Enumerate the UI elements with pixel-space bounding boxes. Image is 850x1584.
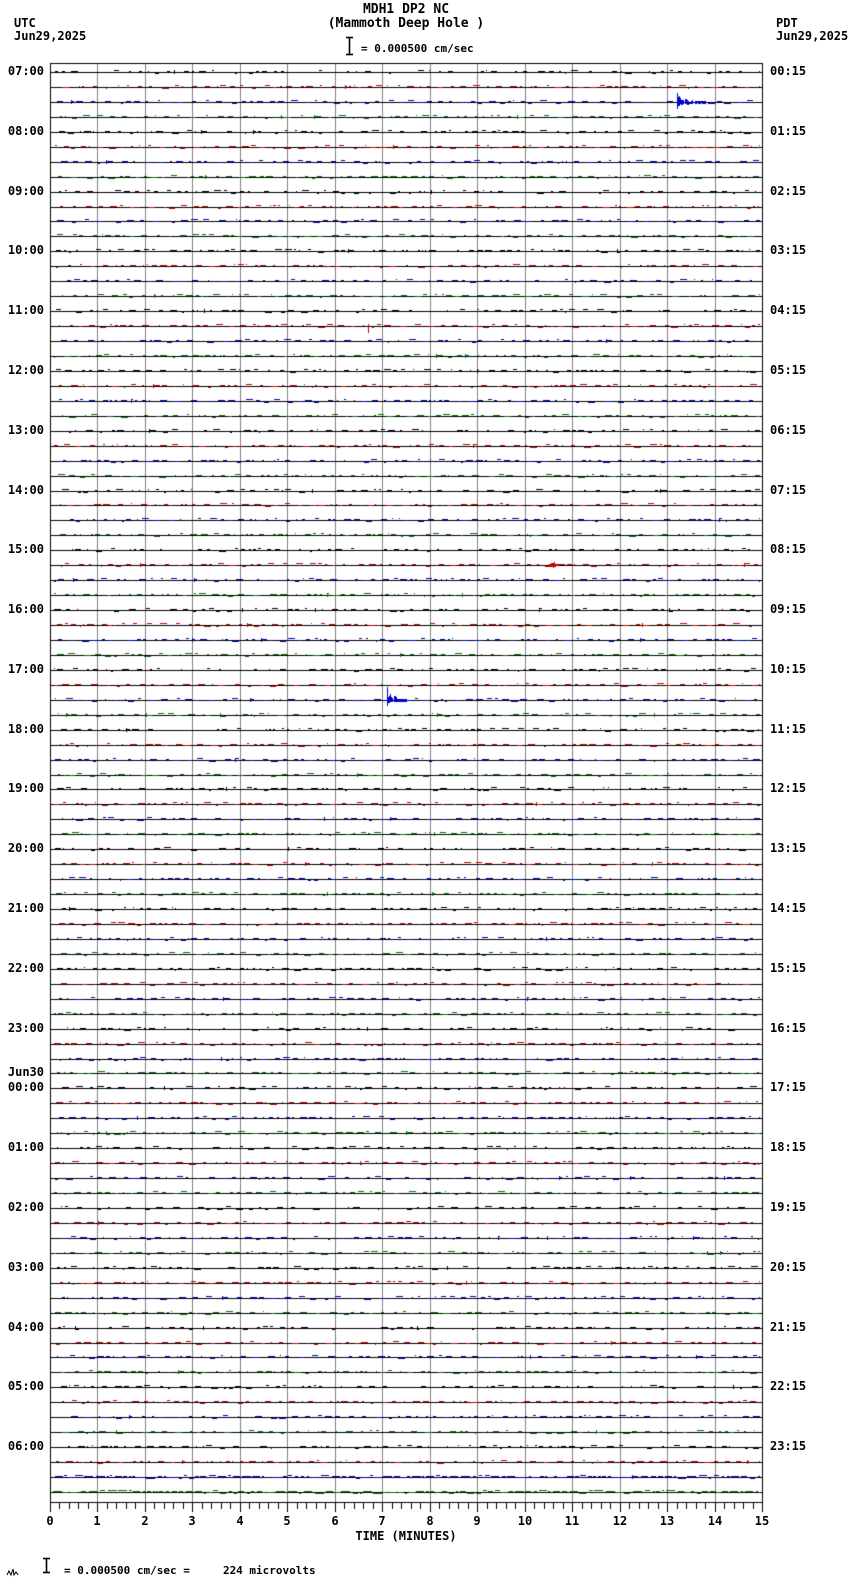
local-hour-label: 00:15 — [770, 64, 807, 78]
utc-hour-label: 21:00 — [7, 901, 44, 915]
footer-scale-bar-icon — [42, 1557, 51, 1578]
scale-value-label: = 0.000500 cm/sec — [361, 42, 474, 55]
utc-hour-label: 09:00 — [7, 184, 44, 198]
local-hour-label: 21:15 — [770, 1320, 807, 1334]
x-axis-tick-label: 4 — [236, 1514, 244, 1528]
local-hour-label: 05:15 — [770, 363, 807, 377]
utc-hour-label: 10:00 — [7, 243, 44, 257]
x-axis-tick-label: 3 — [188, 1514, 196, 1528]
local-hour-label: 19:15 — [770, 1200, 807, 1214]
utc-hour-label: 02:00 — [7, 1200, 44, 1214]
local-hour-label: 23:15 — [770, 1439, 807, 1453]
local-hour-label: 15:15 — [770, 961, 807, 975]
utc-hour-label: 07:00 — [7, 64, 44, 78]
footer-scale-note: = 0.000500 cm/sec = 224 microvolts — [64, 1564, 316, 1577]
local-hour-label: 02:15 — [770, 184, 807, 198]
utc-hour-label: 04:00 — [7, 1320, 44, 1334]
utc-hour-label: 06:00 — [7, 1439, 44, 1453]
x-axis-tick-label: 11 — [564, 1514, 580, 1528]
utc-hour-label: 19:00 — [7, 781, 44, 795]
utc-timezone-label: UTC — [14, 16, 36, 30]
utc-hour-label: 18:00 — [7, 722, 44, 736]
utc-hour-label: 16:00 — [7, 602, 44, 616]
x-axis-tick-label: 6 — [331, 1514, 339, 1528]
local-hour-label: 11:15 — [770, 722, 807, 736]
station-title: MDH1 DP2 NC — [362, 2, 450, 17]
utc-hour-label: 11:00 — [7, 303, 44, 317]
local-hour-label: 06:15 — [770, 423, 807, 437]
x-axis-tick-label: 7 — [378, 1514, 386, 1528]
local-hour-label: 07:15 — [770, 483, 807, 497]
local-hour-label: 10:15 — [770, 662, 807, 676]
local-hour-label: 03:15 — [770, 243, 807, 257]
local-hour-label: 13:15 — [770, 841, 807, 855]
utc-hour-label: 22:00 — [7, 961, 44, 975]
x-axis-tick-label: 5 — [283, 1514, 291, 1528]
x-axis-tick-label: 2 — [141, 1514, 149, 1528]
local-hour-label: 04:15 — [770, 303, 807, 317]
local-hour-label: 14:15 — [770, 901, 807, 915]
utc-hour-label: 12:00 — [7, 363, 44, 377]
local-hour-label: 22:15 — [770, 1379, 807, 1393]
x-axis-tick-label: 13 — [659, 1514, 675, 1528]
x-axis-tick-label: 15 — [754, 1514, 770, 1528]
utc-hour-label: 01:00 — [7, 1140, 44, 1154]
local-hour-label: 12:15 — [770, 781, 807, 795]
local-hour-label: 09:15 — [770, 602, 807, 616]
utc-hour-label: 08:00 — [7, 124, 44, 138]
local-hour-label: 18:15 — [770, 1140, 807, 1154]
x-axis-title: TIME (MINUTES) — [355, 1529, 457, 1543]
station-subtitle: (Mammoth Deep Hole ) — [327, 16, 485, 31]
utc-hour-label: 15:00 — [7, 542, 44, 556]
utc-hour-label: 00:00 — [7, 1080, 44, 1094]
x-axis-tick-label: 12 — [612, 1514, 628, 1528]
pdt-date-label: Jun29,2025 — [776, 29, 849, 43]
utc-date-rollover-label: Jun30 — [7, 1065, 44, 1079]
utc-hour-label: 03:00 — [7, 1260, 44, 1274]
local-hour-label: 17:15 — [770, 1080, 807, 1094]
local-hour-label: 16:15 — [770, 1021, 807, 1035]
x-axis-tick-label: 8 — [426, 1514, 434, 1528]
utc-hour-label: 23:00 — [7, 1021, 44, 1035]
utc-date-label: Jun29,2025 — [14, 29, 87, 43]
local-hour-label: 20:15 — [770, 1260, 807, 1274]
x-axis-tick-label: 0 — [46, 1514, 54, 1528]
utc-hour-label: 05:00 — [7, 1379, 44, 1393]
x-axis-tick-label: 10 — [517, 1514, 533, 1528]
local-hour-label: 08:15 — [770, 542, 807, 556]
utc-hour-label: 17:00 — [7, 662, 44, 676]
waveform-sample-icon — [6, 1562, 20, 1581]
local-hour-label: 01:15 — [770, 124, 807, 138]
utc-hour-label: 13:00 — [7, 423, 44, 437]
pdt-timezone-label: PDT — [776, 16, 798, 30]
x-axis-tick-label: 14 — [707, 1514, 723, 1528]
x-axis-tick-label: 1 — [93, 1514, 101, 1528]
x-axis-tick-label: 9 — [473, 1514, 481, 1528]
utc-hour-label: 14:00 — [7, 483, 44, 497]
utc-hour-label: 20:00 — [7, 841, 44, 855]
